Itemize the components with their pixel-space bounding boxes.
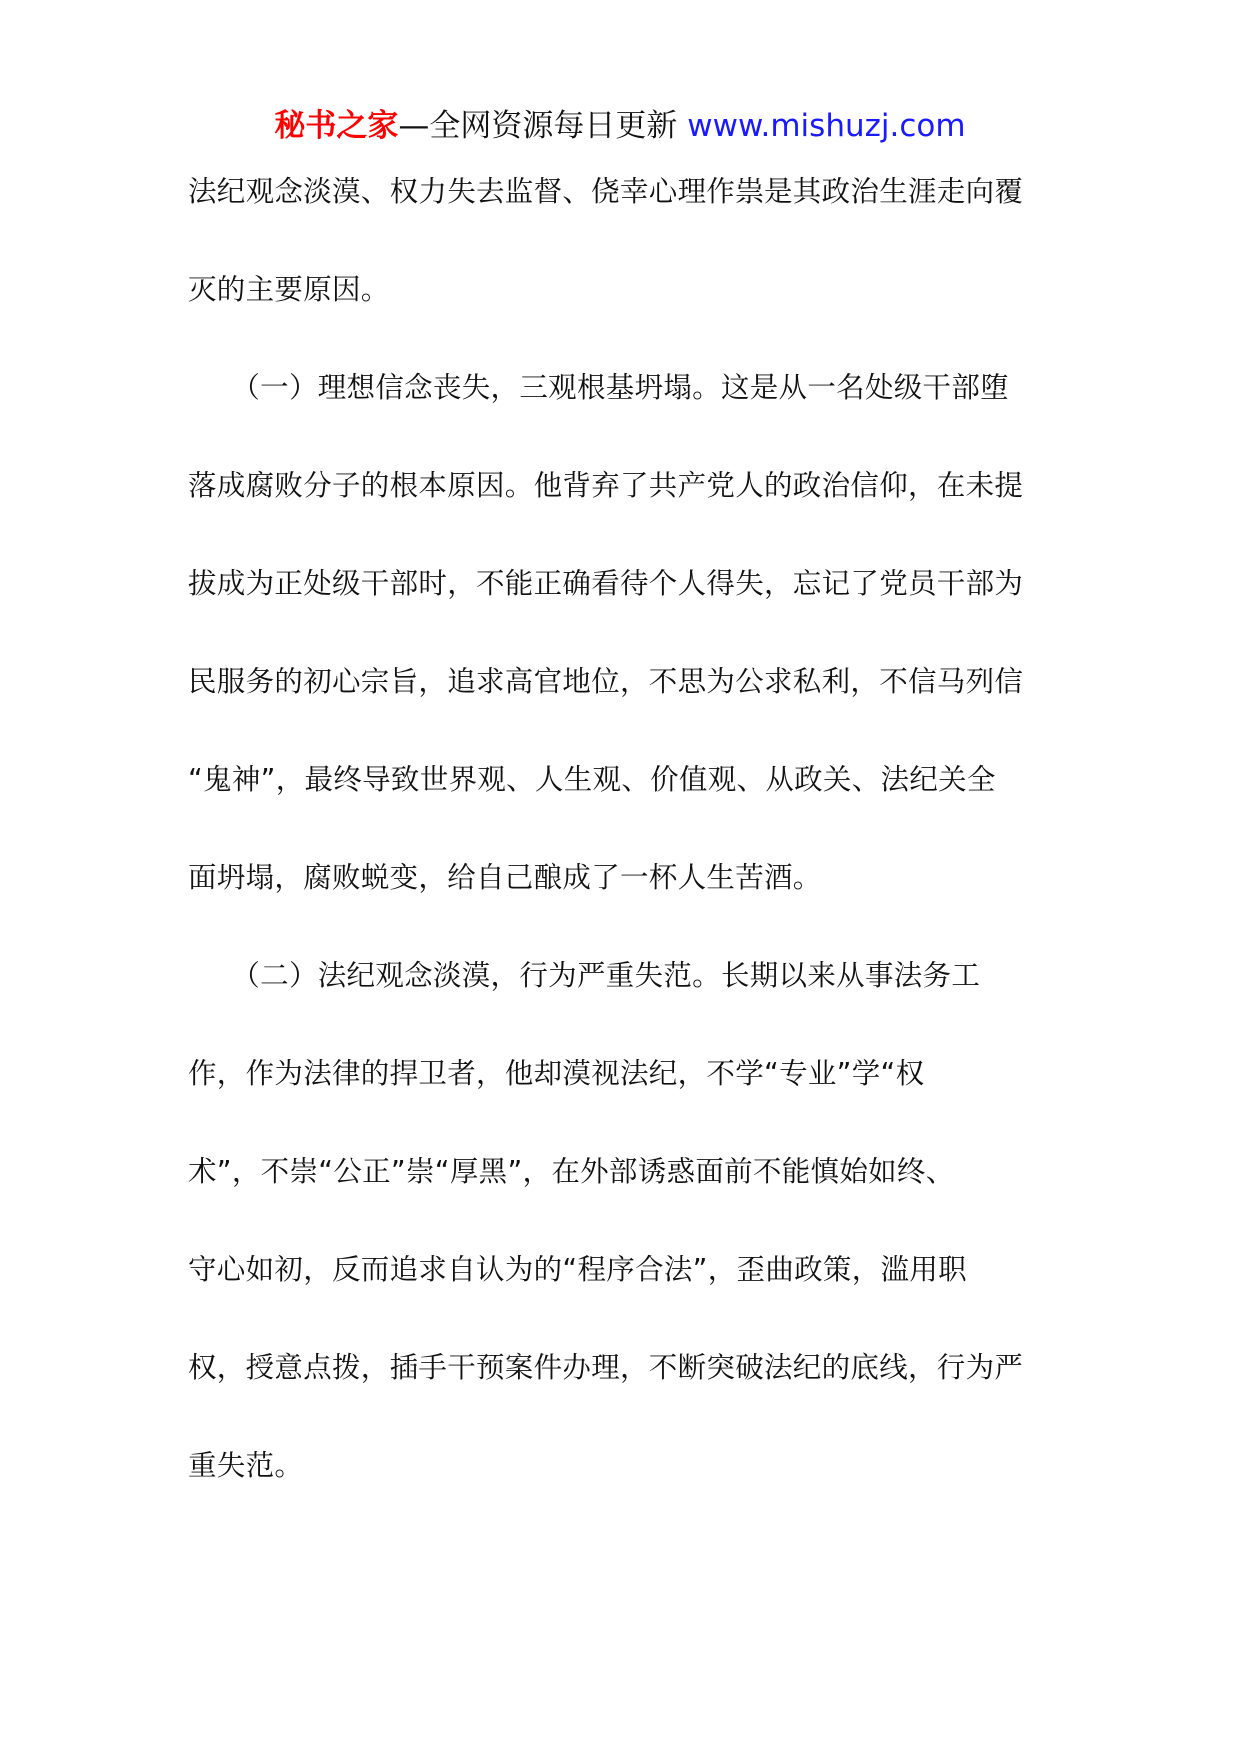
text-line: 守心如初，反而追求自认为的“程序合法”，歪曲政策，滥用职 (188, 1253, 967, 1286)
header-url-link[interactable]: www.mishuzj.com (687, 108, 966, 144)
text-line: 术”，不崇“公正”崇“厚黑”，在外部诱惑面前不能慎始如终、 (188, 1155, 955, 1188)
text-line: 作，作为法律的捍卫者，他却漠视法纪，不学“专业”学“权 (188, 1057, 925, 1090)
header-tagline: —全网资源每日更新 (398, 108, 678, 144)
text-line: 权，授意点拨，插手干预案件办理，不断突破法纪的底线，行为严 (188, 1351, 1024, 1384)
header-brand: 秘书之家 (274, 108, 399, 144)
document-body (188, 170, 1048, 1542)
text-line: 落成腐败分子的根本原因。他背弃了共产党人的政治信仰，在未提 (188, 469, 1024, 502)
text-line: 法纪观念淡漠、权力失去监督、侥幸心理作祟是其政治生涯走向覆 (188, 175, 1024, 208)
text-line: 灭的主要原因。 (188, 273, 390, 306)
text-line: 重失范。 (188, 1449, 304, 1482)
text-line: （一）理想信念丧失，三观根基坍塌。这是从一名处级干部堕 (188, 371, 1009, 404)
text-line: （二）法纪观念淡漠，行为严重失范。长期以来从事法务工 (188, 959, 981, 992)
page-header (0, 104, 1240, 148)
text-line: 面坍塌，腐败蜕变，给自己酿成了一杯人生苦酒。 (188, 861, 822, 894)
text-line: “鬼神”，最终导致世界观、人生观、价值观、从政关、法纪关全 (188, 763, 996, 796)
text-line: 拔成为正处级干部时，不能正确看待个人得失，忘记了党员干部为 (188, 567, 1024, 600)
text-line: 民服务的初心宗旨，追求高官地位，不思为公求私利，不信马列信 (188, 665, 1024, 698)
